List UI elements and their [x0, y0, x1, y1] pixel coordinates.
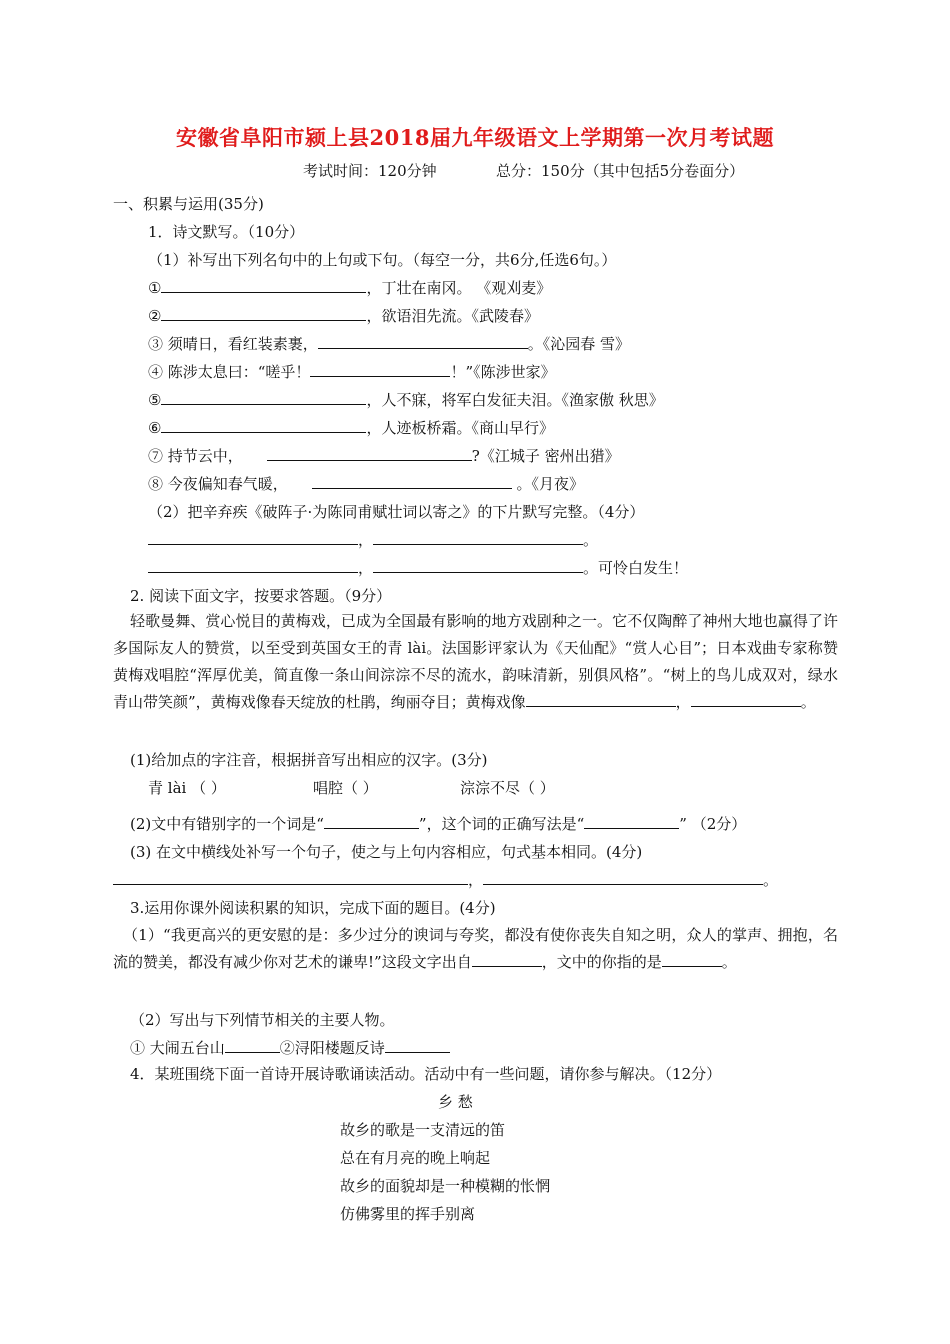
page-title: 安徽省阜阳市颍上县2018届九年级语文上学期第一次月考试题 — [176, 125, 774, 150]
question-2-part1-item-2: 唱腔（ ） — [313, 779, 378, 797]
question-3-part1: （1）“我更高兴的更安慰的是：多少过分的谀词与夸奖，都没有使你丧失自知之明，众人的掌声、拥抱，名流的赞美，都没有减少你对艺术的谦卑!”这段文字出自 ，文中的你指的是 。 — [113, 926, 838, 971]
exam-score: 总分：150分（其中包括5分卷面分） — [496, 162, 745, 180]
answer-blank[interactable] — [526, 691, 676, 707]
answer-blank[interactable] — [691, 691, 801, 707]
poem-line: 故乡的歌是一支清远的笛 — [340, 1121, 506, 1139]
question-3-part2: （2）写出与下列情节相关的主要人物。 — [130, 1011, 395, 1029]
question-1-heading: 1．诗文默写。（10分） — [148, 223, 305, 241]
question-3-part2-items: ① 大闹五台山 ②浔阳楼题反诗 — [130, 1037, 450, 1059]
poem-line: 故乡的面貌却是一种模糊的怅惘 — [340, 1177, 551, 1195]
question-3-heading: 3.运用你课外阅读积累的知识，完成下面的题目。(4分) — [130, 899, 496, 917]
answer-blank[interactable] — [324, 813, 419, 829]
poem-fill-line-1: ， 。 — [148, 529, 598, 551]
answer-blank[interactable] — [161, 417, 366, 433]
section-heading: 一、积累与运用(35分) — [113, 195, 264, 213]
answer-blank[interactable] — [310, 361, 450, 377]
answer-blank[interactable] — [148, 557, 358, 573]
answer-blank[interactable] — [472, 951, 542, 967]
answer-blank[interactable] — [161, 389, 366, 405]
fill-item-2: ② ，欲语泪先流。《武陵春》 — [148, 307, 539, 325]
answer-blank[interactable] — [662, 951, 722, 967]
answer-blank[interactable] — [312, 473, 512, 489]
answer-blank[interactable] — [385, 1037, 450, 1053]
fill-item-4: ④ 陈涉太息曰：“嗟乎！ ！”《陈涉世家》 — [148, 363, 556, 381]
answer-blank[interactable] — [373, 557, 583, 573]
answer-blank[interactable] — [267, 445, 472, 461]
question-2-part1-item-1: 青 lài （ ） — [148, 779, 226, 797]
fill-item-8: ⑧ 今夜偏知春气暖， 。《月夜》 — [148, 475, 585, 493]
answer-blank[interactable] — [113, 869, 468, 885]
question-1-sub1: （1）补写出下列名句中的上句或下句。（每空一分，共6分,任选6句。） — [148, 251, 617, 269]
question-2-passage: 轻歌曼舞、赏心悦目的黄梅戏，已成为全国最有影响的地方戏剧种之一。它不仅陶醉了神州大地也赢得了许多国际友人的赞赏，以至受到英国女王的青 lài。法国影评家认为《天仙配》“赏人心目”；日本戏曲专家称赞黄梅戏唱腔“浑厚优美，简直像一条山间淙淙不尽的流水，韵味清新，别俱风格”。“树上的鸟儿成双对，绿水青山带笑颜”，黄梅戏像春天绽放的杜鹃，绚丽夺目；黄梅戏像 ， 。 — [113, 612, 838, 711]
question-2-heading: 2. 阅读下面文字，按要求答题。（9分） — [130, 587, 392, 605]
answer-blank[interactable] — [161, 305, 366, 321]
poem-line: 仿佛雾里的挥手别离 — [340, 1205, 476, 1223]
question-2-part3-answer: ， 。 — [113, 869, 778, 891]
exam-time: 考试时间：120分钟 — [303, 162, 437, 180]
fill-item-7: ⑦ 持节云中， ?《江城子 密州出猎》 — [148, 447, 620, 465]
answer-blank[interactable] — [318, 333, 528, 349]
answer-blank[interactable] — [148, 529, 358, 545]
question-2-part1-item-3: 淙淙不尽（ ） — [460, 779, 555, 797]
question-1-sub2: （2）把辛弃疾《破阵子·为陈同甫赋壮词以寄之》的下片默写完整。（4分） — [148, 503, 645, 521]
answer-blank[interactable] — [483, 869, 763, 885]
poem-title: 乡 愁 — [438, 1093, 473, 1111]
question-2-part1: (1)给加点的字注音，根据拼音写出相应的汉字。(3分) — [130, 751, 488, 769]
answer-blank[interactable] — [584, 813, 679, 829]
poem-line: 总在有月亮的晚上响起 — [340, 1149, 491, 1167]
answer-blank[interactable] — [373, 529, 583, 545]
poem-fill-line-2: ， 。可怜白发生！ — [148, 557, 688, 579]
fill-item-6: ⑥ ，人迹板桥霜。《商山早行》 — [148, 419, 554, 437]
question-2-part2: (2)文中有错别字的一个词是“ ”，这个词的正确写法是“ ” （2分） — [130, 815, 747, 833]
question-2-part3: (3) 在文中横线处补写一个句子，使之与上句内容相应，句式基本相同。(4分) — [130, 843, 643, 861]
fill-item-3: ③ 须晴日，看红装素裹， 。《沁园春 雪》 — [148, 335, 631, 353]
answer-blank[interactable] — [161, 277, 366, 293]
answer-blank[interactable] — [225, 1037, 280, 1053]
question-4-heading: 4．某班围绕下面一首诗开展诗歌诵读活动。活动中有一些问题，请你参与解决。（12分） — [130, 1065, 722, 1083]
fill-item-5: ⑤ ，人不寐，将军白发征夫泪。《渔家傲 秋思》 — [148, 391, 664, 409]
fill-item-1: ① ，丁壮在南冈。 《观刈麦》 — [148, 279, 552, 297]
